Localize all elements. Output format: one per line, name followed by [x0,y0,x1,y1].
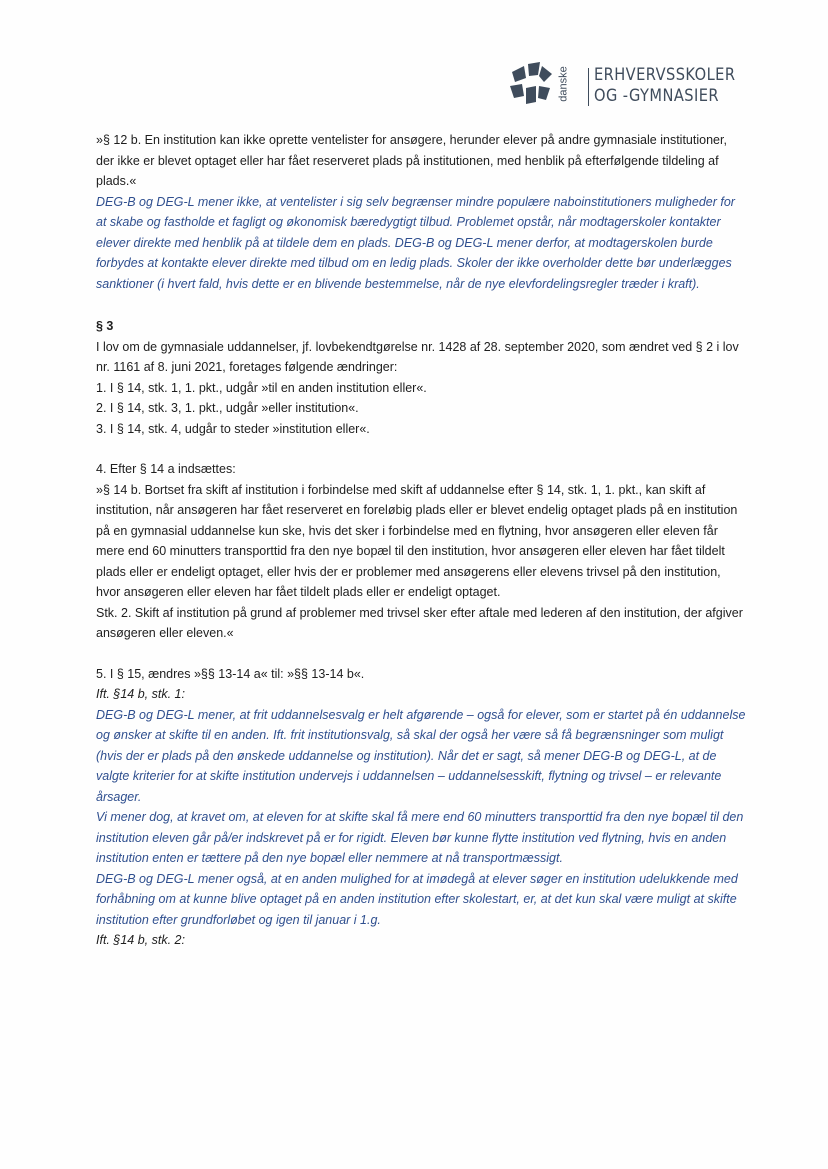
amendment-1: 1. I § 14, stk. 1, 1. pkt., udgår »til en anden institution eller«. [96,380,427,395]
paragraph-stk2: Stk. 2. Skift af institution på grund af problemer med trivsel sker efter aftale med lederen af den institution, der afgiver ansøgeren eller eleven.« [96,605,743,640]
section-heading: § 3 [96,319,114,333]
logo-line-1: ERHVERVSSKOLER [594,65,736,85]
amendment-2: 2. I § 14, stk. 3, 1. pkt., udgår »eller institution«. [96,401,359,415]
subhead-stk2: Ift. §14 b, stk. 2: [96,933,185,947]
logo-divider [588,68,589,106]
comment-transport-time: Vi mener dog, at kravet om, at eleven for at skifte skal få mere end 60 minutters transporttid fra den nye bopæl til den institution eleven går på/er indskrevet på er for rigidt. Eleven bør kunne flytte institution ved flytning, hvis en anden institution enten er tættere på den nye bopæl eller nemmere at nå transportmæssigt. [96,810,744,865]
amendment-4: 4. Efter § 14 a indsættes: [96,462,236,476]
organization-logo [508,58,748,108]
paragraph-14b: »§ 14 b. Bortset fra skift af institution i forbindelse med skift af uddannelse efter § 14, stk. 1, 1. pkt., kan skift af institution, når ansøgeren har fået reserveret en foreløbig plads eller er blevet endelig optaget plads på en institution på en gymnasial uddannelse kun ske, hvis det sker i forbindelse med en flytning, hvor ansøgeren eller eleven får mere end 60 minutters transporttid fra den nye bopæl til den institution, hvor ansøgeren eller eleven har fået tildelt plads eller er endeligt optaget, eller hvis der er problemer med ansøgerens eller elevens trivsel på den institution, hvor ansøgeren eller eleven har fået tildelt plads eller er endeligt optaget. [96,482,738,599]
comment-other-option: DEG-B og DEG-L mener også, at en anden mulighed for at imødegå at elever søger en institution udelukkende med forhåbning om at kunne blive optaget på en anden institution efter skolestart, er, at det kun skal være muligt at skifte institution efter grundforløbet og igen til januar i 1.g. [96,871,738,927]
paragraph-law-intro: I lov om de gymnasiale uddannelser, jf. lovbekendtgørelse nr. 1428 af 28. september 2020, som ændret ved § 2 i lov nr. 1161 af 8. juni 2021, foretages følgende ændringer: [96,339,739,374]
amendment-3: 3. I § 14, stk. 4, udgår to steder »institution eller«. [96,421,370,436]
logo-line-2: OG -GYMNASIER [594,86,719,106]
subhead-stk1: Ift. §14 b, stk. 1: [96,687,185,701]
document-body [96,130,746,951]
comment-free-choice: DEG-B og DEG-L mener, at frit uddannelsesvalg er helt afgørende – også for elever, som er startet på én uddannelse og ønsker at skifte til en anden. Ift. frit institutionsvalg, så skal der også her være så få begrænsninger som muligt (hvis der er plads på den ønskede uddannelse og institution). Når det er sagt, så mener DEG-B og DEG-L, at de valgte kriterier for at skifte institution undervejs i uddannelsen – uddannelsesskift, flytning og trivsel – er relevante årsager. [96,707,746,804]
comment-waitlists: DEG-B og DEG-L mener ikke, at ventelister i sig selv begrænser mindre populære naboinstitutioners muligheder for at skabe og fastholde et fagligt og økonomisk bæredygtigt tilbud. Problemet opstår, når modtagerskoler kontakter elever direkte med henblik på at tildele dem en plads. DEG-B og DEG-L mener derfor, at modtagerskolen burde forbydes at kontakte elever direkte med tilbud om en ledig plads. Skoler der ikke overholder dette bør underlægges sanktioner (i hvert fald, hvis dette er en blivende bestemmelse, når de nye elevfordelingsregler træder i kraft). [96,194,735,291]
paragraph-12b: »§ 12 b. En institution kan ikke oprette ventelister for ansøgere, herunder elever på andre gymnasiale institutioner, der ikke er blevet optaget eller har fået reserveret plads på institutionen, med henblik på efterfølgende tildeling af plads.« [96,133,727,188]
logo-side-text: danske [557,66,570,102]
logo-emblem-icon [508,58,554,108]
amendment-5: 5. I § 15, ændres »§§ 13-14 a« til: »§§ 13-14 b«. [96,666,365,681]
